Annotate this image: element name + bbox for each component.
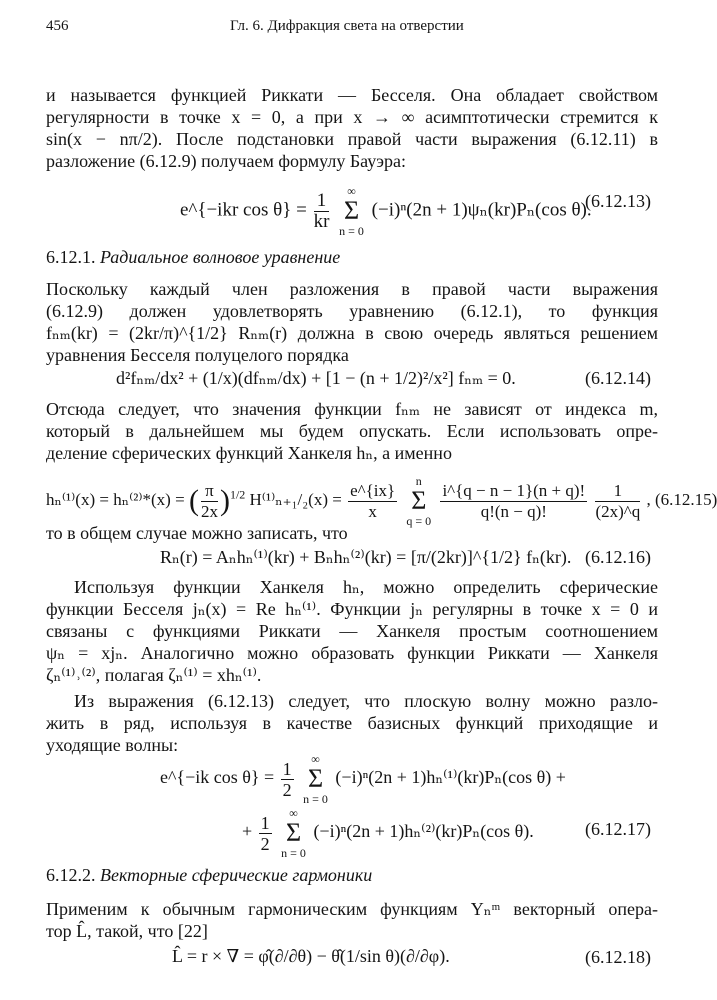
para3-line3: деление сферических функций Ханкеля hₙ, а именно xyxy=(46,443,452,463)
eq17-sum-2: ∞ Σ n = 0 xyxy=(281,806,306,860)
equation-6-12-15: hₙ⁽¹⁾(x) = hₙ⁽²⁾*(x) = ( $\frac{\pi}{2x}$ )$^{1/2}$ H⁽¹⁾ₙ₊₁/₂(x) = $\frac{e\^{}\{ix\}}{x}$ n Σ q = 0 $\frac{i\^{}\{q - n - 1\}(n + q)!}{q!(n - q)!}$ $\frac{1}{(2x)\^{}q}$ , (6.12.15) xyxy=(46,474,717,528)
para6-line1: Из выражения (6.12.13) следует, что плоскую волну можно разло- xyxy=(74,691,658,711)
eq17-body1: (−i)ⁿ(2n + 1)hₙ⁽¹⁾(kr)Pₙ(cos θ) + xyxy=(335,767,566,788)
para2-line4: уравнения Бесселя полуцелого порядка xyxy=(46,345,349,365)
equation-6-12-17-line2 xyxy=(242,806,534,860)
section-heading-6-12-1: 6.12.1. Радиальное волновое уравнение xyxy=(46,247,341,267)
para6-line3: уходящие волны: xyxy=(46,735,179,755)
eq17-lhs: e^{−ik cos θ} = xyxy=(160,767,275,788)
para5-line1: Используя функции Ханкеля hₙ, можно определить сферические xyxy=(74,577,658,597)
para4-line1: то в общем случае можно записать, что xyxy=(46,523,348,543)
para5-line3: связаны с функциями Риккати — Ханкеля простым соотношением xyxy=(46,621,658,641)
para7-line2: тор L̂, такой, что [22] xyxy=(46,921,208,941)
para5-line2: функции Бесселя jₙ(x) = Re hₙ⁽¹⁾. Функции jₙ регулярны в точке x = 0 и xyxy=(46,599,658,619)
eq15-mid: H⁽¹⁾ₙ₊₁/₂(x) = xyxy=(249,489,342,509)
equation-6-12-16: Rₙ(r) = Aₙhₙ⁽¹⁾(kr) + Bₙhₙ⁽²⁾(kr) = [π/(2kr)]^{1/2} fₙ(kr). xyxy=(160,547,572,567)
para3-line1: Отсюда следует, что значения функции fₙₘ не зависят от индекса m, xyxy=(46,399,658,419)
eq13-sum: ∞ Σ n = 0 xyxy=(339,184,364,238)
eq15-pi-fraction: $\frac{\pi}{2x}$ xyxy=(200,480,218,521)
para1-line1: и называется функцией Риккати — Бесселя. Она обладает свойством xyxy=(46,85,658,105)
eq15-sum: n Σ q = 0 xyxy=(406,474,432,528)
eq17-number: (6.12.17) xyxy=(585,819,651,839)
equation-6-12-14: d²fₙₘ/dx² + (1/x)(dfₙₘ/dx) + [1 − (n + 1/2)²/x²] fₙₘ = 0. xyxy=(116,368,516,388)
equation-6-12-13 xyxy=(180,184,592,238)
eq15-term-fraction: $\frac{i\^{}\{q - n - 1\}(n + q)!}{q!(n - q)!}$ xyxy=(442,480,586,521)
para7-line1: Применим к обычным гармоническим функциям Yₙᵐ векторный опера- xyxy=(46,899,658,919)
equation-6-12-17-line1 xyxy=(160,752,566,806)
eq16-number: (6.12.16) xyxy=(585,547,651,567)
para1-line3: sin(x − nπ/2). После подстановки правой части выражения (6.12.11) в xyxy=(46,129,658,149)
eq17-plus: + xyxy=(242,821,253,842)
eq17-half-fraction-2: $\frac{1}{2}$ xyxy=(260,812,270,854)
running-title: Гл. 6. Дифракция света на отверстии xyxy=(230,18,464,34)
eq15-number: , (6.12.15) xyxy=(646,489,717,509)
equation-6-12-18: L̂ = r × ∇ = φ̂(∂/∂θ) − θ̂(1/sin θ)(∂/∂φ). xyxy=(172,946,450,966)
para5-line5: ζₙ⁽¹⁾˒⁽²⁾, полагая ζₙ⁽¹⁾ = xhₙ⁽¹⁾. xyxy=(46,665,262,685)
para2-line2: (6.12.9) должен удовлетворять уравнению (6.12.1), то функция xyxy=(46,301,658,321)
para2-line3: fₙₘ(kr) = (2kr/π)^{1/2} Rₙₘ(r) должна в свою очередь являться решением xyxy=(46,323,658,343)
para2-line1: Поскольку каждый член разложения в правой части выражения xyxy=(46,279,658,299)
eq15-exp-fraction: $\frac{e\^{}\{ix\}}{x}$ xyxy=(350,480,396,521)
eq13-number: (6.12.13) xyxy=(585,191,651,211)
eq15-power-fraction: $\frac{1}{(2x)\^{}q}$ xyxy=(595,480,641,521)
para1-line4: разложение (6.12.9) получаем формулу Бауэра: xyxy=(46,151,406,171)
eq13-body: (−i)ⁿ(2n + 1)ψₙ(kr)Pₙ(cos θ). xyxy=(371,199,592,221)
para6-line2: жить в ряд, используя в качестве базисных функций приходящие и xyxy=(46,713,658,733)
page-number: 456 xyxy=(46,18,69,34)
eq17-half-fraction-1: $\frac{1}{2}$ xyxy=(282,758,292,800)
eq15-lhs: hₙ⁽¹⁾(x) = hₙ⁽²⁾*(x) = xyxy=(46,489,185,509)
para5-line4: ψₙ = xjₙ. Аналогично можно образовать функции Риккати — Ханкеля xyxy=(46,643,658,663)
eq14-number: (6.12.14) xyxy=(585,368,651,388)
eq18-number: (6.12.18) xyxy=(585,947,651,967)
para1-line2: регулярности в точке x = 0, а при x → ∞ асимптотически стремится к xyxy=(46,107,658,127)
eq13-fraction: $\frac{1}{kr}$ xyxy=(313,189,330,232)
eq17-body2: (−i)ⁿ(2n + 1)hₙ⁽²⁾(kr)Pₙ(cos θ). xyxy=(313,821,534,842)
para3-line2: который в дальнейшем мы будем опускать. Если использовать опре- xyxy=(46,421,658,441)
eq17-sum-1: ∞ Σ n = 0 xyxy=(303,752,328,806)
eq13-lhs: e^{−ikr cos θ} = xyxy=(180,199,307,221)
section-heading-6-12-2: 6.12.2. Векторные сферические гармоники xyxy=(46,865,373,885)
